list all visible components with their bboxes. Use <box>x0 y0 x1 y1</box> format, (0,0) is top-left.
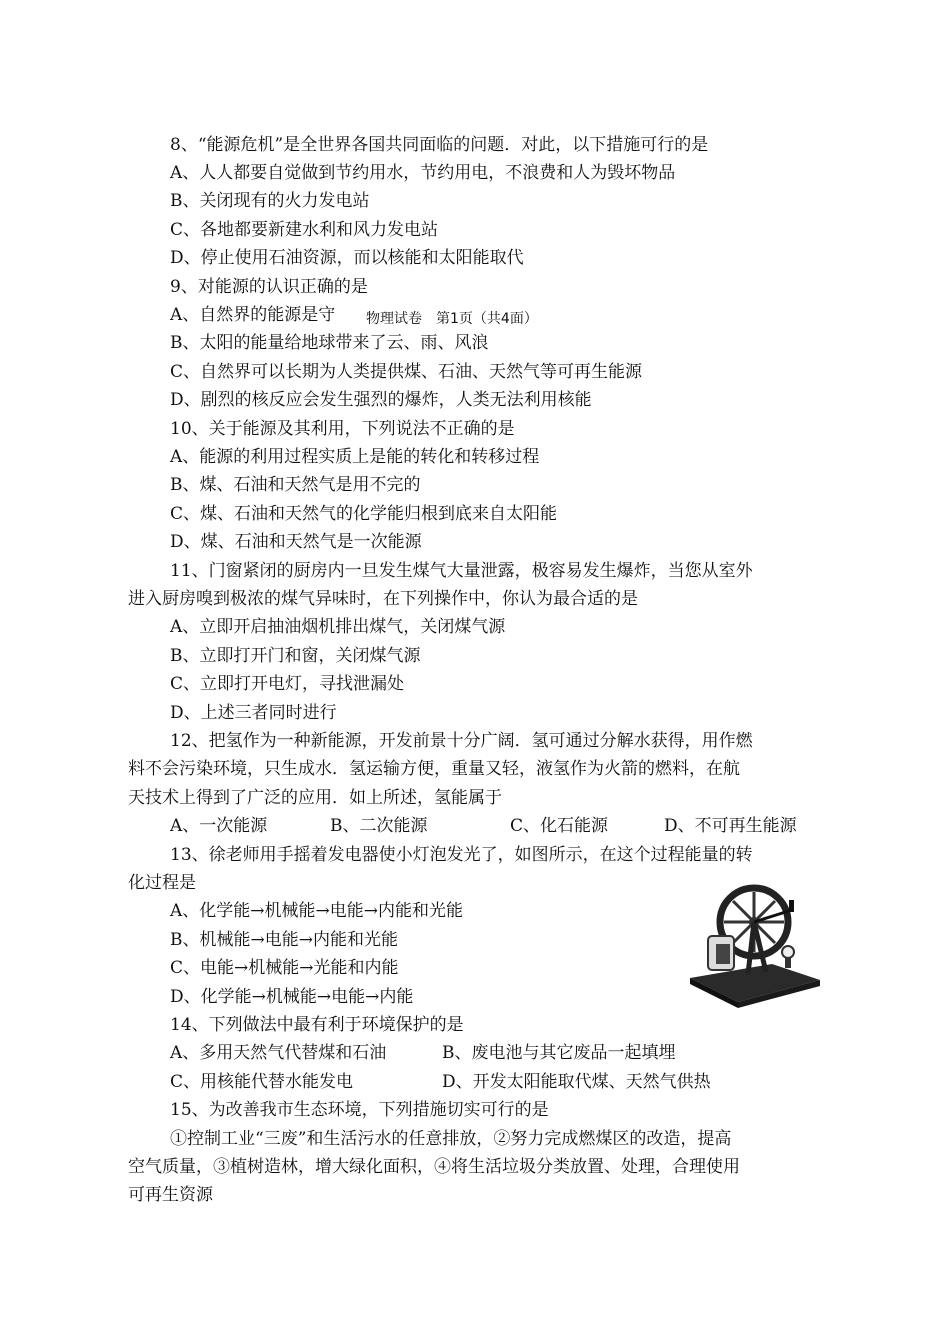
q11-stem-line2: 进入厨房嗅到极浓的煤气异味时，在下列操作中，你认为最合适的是 <box>128 589 638 609</box>
q15-body-line2: 空气质量，③植树造林，增大绿化面积，④将生活垃圾分类放置、处理，合理使用 <box>128 1157 740 1177</box>
hand-crank-generator-figure <box>688 882 822 1010</box>
q9-option-b: B、太阳的能量给地球带来了云、雨、风浪 <box>170 333 489 353</box>
q15-body-line3: 可再生资源 <box>128 1185 213 1205</box>
q9-option-a: A、自然界的能源是守 <box>170 305 336 325</box>
q14-option-b: B、废电池与其它废品一起填埋 <box>442 1043 676 1063</box>
q12-option-d: D、不可再生能源 <box>664 816 797 836</box>
q11-option-a: A、立即开启抽油烟机排出煤气，关闭煤气源 <box>170 617 506 637</box>
q12-stem-line3: 天技术上得到了广泛的应用．如上所述，氢能属于 <box>128 788 502 808</box>
q9-stem: 9、对能源的认识正确的是 <box>170 277 368 297</box>
q14-option-c: C、用核能代替水能发电 <box>170 1072 354 1092</box>
q11-option-d: D、上述三者同时进行 <box>170 703 337 723</box>
q13-option-a: A、化学能→机械能→电能→内能和光能 <box>170 901 464 921</box>
q10-option-a: A、能源的利用过程实质上是能的转化和转移过程 <box>170 447 540 467</box>
q14-option-a: A、多用天然气代替煤和石油 <box>170 1043 387 1063</box>
q11-stem-line1: 11、门窗紧闭的厨房内一旦发生煤气大量泄露，极容易发生爆炸，当您从室外 <box>170 561 753 581</box>
q12-stem-line2: 料不会污染环境，只生成水．氢运输方便，重量又轻，液氢作为火箭的燃料，在航 <box>128 759 740 779</box>
q9-option-d: D、剧烈的核反应会发生强烈的爆炸，人类无法利用核能 <box>170 390 592 410</box>
q8-option-c: C、各地都要新建水利和风力发电站 <box>170 220 439 240</box>
q13-option-b: B、机械能→电能→内能和光能 <box>170 930 398 950</box>
page-header: 物理试卷 第1页（共4面） <box>360 309 544 329</box>
q15-body-line1: ①控制工业“三废”和生活污水的任意排放，②努力完成燃煤区的改造，提高 <box>170 1129 732 1149</box>
q12-option-c: C、化石能源 <box>510 816 609 836</box>
q10-option-d: D、煤、石油和天然气是一次能源 <box>170 532 422 552</box>
q11-option-b: B、立即打开门和窗，关闭煤气源 <box>170 646 421 666</box>
q11-option-c: C、立即打开电灯，寻找泄漏处 <box>170 674 405 694</box>
q14-option-d: D、开发太阳能取代煤、天然气供热 <box>442 1072 711 1092</box>
q12-option-b: B、二次能源 <box>330 816 428 836</box>
q13-option-d: D、化学能→机械能→电能→内能 <box>170 987 414 1007</box>
q15-stem: 15、为改善我市生态环境，下列措施切实可行的是 <box>170 1100 549 1120</box>
q10-option-b: B、煤、石油和天然气是用不完的 <box>170 475 421 495</box>
q14-stem: 14、下列做法中最有利于环境保护的是 <box>170 1015 464 1035</box>
q8-stem: 8、“能源危机”是全世界各国共同面临的问题．对此，以下措施可行的是 <box>170 135 709 155</box>
q10-stem: 10、关于能源及其利用，下列说法不正确的是 <box>170 419 515 439</box>
q13-option-c: C、电能→机械能→光能和内能 <box>170 958 399 978</box>
q8-option-d: D、停止使用石油资源，而以核能和太阳能取代 <box>170 248 524 268</box>
q8-option-b: B、关闭现有的火力发电站 <box>170 191 370 211</box>
q13-stem-line1: 13、徐老师用手摇着发电器使小灯泡发光了，如图所示，在这个过程能量的转 <box>170 845 753 865</box>
q8-option-a: A、人人都要自觉做到节约用水，节约用电，不浪费和人为毁坏物品 <box>170 163 676 183</box>
q10-option-c: C、煤、石油和天然气的化学能归根到底来自太阳能 <box>170 504 558 524</box>
q9-option-c: C、自然界可以长期为人类提供煤、石油、天然气等可再生能源 <box>170 362 643 382</box>
q12-stem-line1: 12、把氢作为一种新能源，开发前景十分广阔．氢可通过分解水获得，用作燃 <box>170 731 753 751</box>
q12-option-a: A、一次能源 <box>170 816 268 836</box>
q13-stem-line2: 化过程是 <box>128 873 196 893</box>
